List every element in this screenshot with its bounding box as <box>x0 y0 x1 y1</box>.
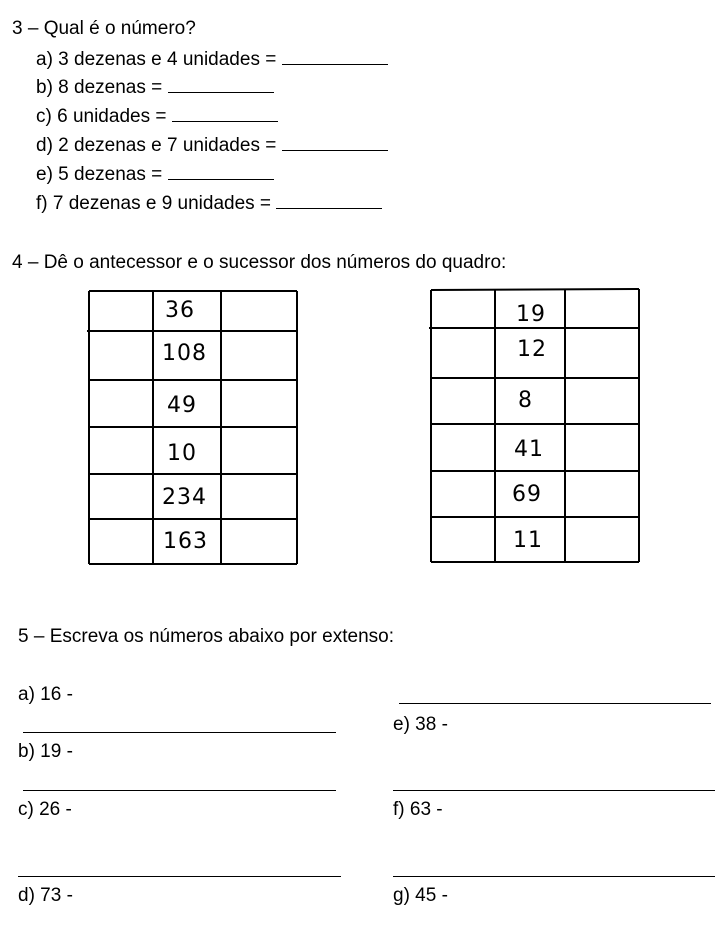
q4-right-cell-3: 8 <box>518 388 533 413</box>
q4-left-cell-4: 10 <box>167 441 197 466</box>
q5-item-f: f) 63 - <box>393 799 443 820</box>
q5-item-f-answer-line[interactable] <box>393 876 715 877</box>
q5-item-b-answer-line[interactable] <box>23 790 336 791</box>
q4-left-cell-6: 163 <box>163 529 208 554</box>
q3-item-b-label: b) 8 dezenas = <box>36 77 163 98</box>
q5-item-e: e) 38 - <box>393 714 448 735</box>
q4-right-cell-2: 12 <box>517 337 547 362</box>
q5-item-a-answer-line[interactable] <box>23 732 336 733</box>
q5-item-c: c) 26 - <box>18 799 72 820</box>
q4-left-cell-3: 49 <box>167 393 197 418</box>
q3-item-a-label: a) 3 dezenas e 4 unidades = <box>36 49 277 70</box>
q4-right-cell-4: 41 <box>514 437 544 462</box>
q5-title: 5 – Escreva os números abaixo por extenso: <box>18 626 394 647</box>
q4-right-cell-1: 19 <box>516 302 546 327</box>
q5-item-d: d) 73 - <box>18 885 73 906</box>
q4-right-cell-5: 69 <box>512 482 542 507</box>
q4-right-cell-6: 11 <box>513 528 543 553</box>
q3-item-f-label: f) 7 dezenas e 9 unidades = <box>36 193 272 214</box>
q3-item-c-label: c) 6 unidades = <box>36 106 167 127</box>
q5-item-b: b) 19 - <box>18 741 73 762</box>
q5-item-g: g) 45 - <box>393 885 448 906</box>
q5-item-a: a) 16 - <box>18 684 73 705</box>
q5-item-c-answer-line[interactable] <box>18 876 341 877</box>
q4-title: 4 – Dê o antecessor e o sucessor dos números do quadro: <box>12 252 507 273</box>
q4-left-cell-5: 234 <box>162 485 207 510</box>
q3-item-d-label: d) 2 dezenas e 7 unidades = <box>36 135 277 156</box>
q5-top-right-answer-line[interactable] <box>399 703 711 704</box>
q4-left-cell-2: 108 <box>162 341 207 366</box>
q3-title: 3 – Qual é o número? <box>12 18 196 39</box>
q4-left-cell-1: 36 <box>165 298 195 323</box>
q5-item-e-answer-line[interactable] <box>393 790 715 791</box>
q3-item-e-label: e) 5 dezenas = <box>36 164 163 185</box>
